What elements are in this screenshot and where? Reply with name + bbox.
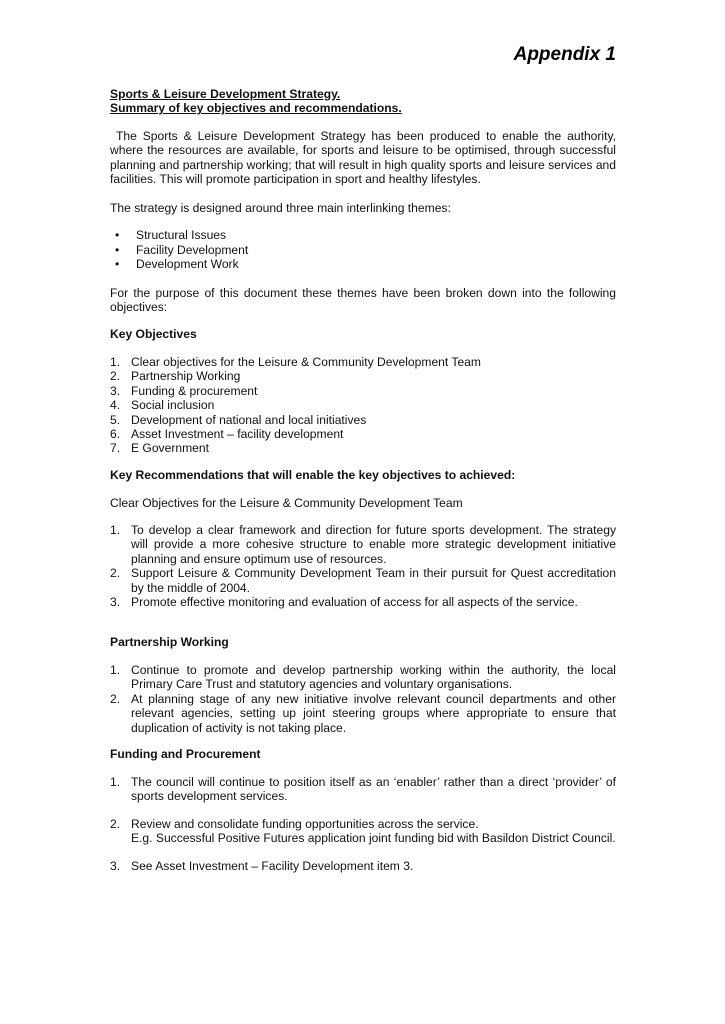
list-number: 1.: [110, 523, 121, 537]
list-number: 1.: [110, 355, 121, 369]
list-number: 2.: [110, 369, 121, 384]
document-title: [110, 87, 402, 116]
title-line-2: Summary of key objectives and recommendations.: [110, 101, 402, 116]
list-item: [110, 566, 616, 595]
list-item: [110, 427, 616, 441]
list-number: 2.: [110, 566, 121, 581]
list-text: Funding & procurement: [131, 383, 258, 398]
list-number: 4.: [110, 398, 121, 413]
subheading-text: Clear Objectives for the Leisure & Community Development Team: [110, 496, 463, 510]
list-item: [110, 355, 616, 369]
list-item: [110, 257, 616, 272]
list-text-example: E.g. Successful Positive Futures application joint funding bid with Basildon District Council.: [131, 831, 616, 846]
list-item: [110, 775, 616, 804]
clear-objectives-subheading: [110, 496, 616, 510]
list-text: See Asset Investment – Facility Development item 3.: [131, 858, 414, 873]
theme-text: Structural Issues: [136, 228, 227, 242]
list-text: Partnership Working: [131, 369, 241, 384]
key-recommendations-heading: Key Recommendations that will enable the key objectives to achieved:: [110, 468, 516, 482]
theme-text: Facility Development: [136, 242, 249, 257]
list-number: 5.: [110, 412, 121, 427]
list-text: Social inclusion: [131, 398, 215, 413]
list-item: [110, 595, 616, 609]
theme-text: Development Work: [136, 257, 239, 272]
intro-paragraph: [110, 129, 620, 187]
bullet-icon: •: [115, 257, 120, 272]
themes-list: [110, 228, 616, 272]
key-objectives-heading: Key Objectives: [110, 327, 197, 341]
list-item: [110, 369, 616, 383]
list-item: [110, 384, 616, 398]
list-item: [110, 817, 616, 846]
purpose-text: For the purpose of this document these themes have been broken down into the following objectives:: [110, 286, 616, 315]
list-number: 3.: [110, 383, 121, 398]
list-item: [110, 663, 616, 692]
funding-procurement-list: [110, 775, 616, 873]
list-number: 1.: [110, 663, 121, 677]
list-item: [110, 859, 616, 873]
list-text: E Government: [131, 441, 209, 456]
funding-procurement-heading: Funding and Procurement: [110, 747, 261, 761]
list-number: 1.: [110, 775, 121, 789]
list-text: Clear objectives for the Leisure & Community Development Team: [131, 355, 481, 369]
bullet-icon: •: [115, 228, 120, 242]
list-text: Continue to promote and develop partnership working within the authority, the local Primary Care Trust and statutory agencies and voluntary organisations.: [131, 663, 616, 692]
list-item: [110, 692, 616, 735]
list-item: [110, 398, 616, 412]
list-text: Asset Investment – facility development: [131, 427, 344, 442]
title-line-1: Sports & Leisure Development Strategy.: [110, 87, 341, 101]
list-item: [110, 523, 616, 566]
list-item: [110, 243, 616, 258]
list-number: 3.: [110, 595, 121, 610]
list-text: Review and consolidate funding opportunities across the service.: [131, 816, 479, 831]
themes-intro-text: The strategy is designed around three main interlinking themes:: [110, 201, 451, 215]
themes-intro: [110, 201, 616, 215]
list-number: 3.: [110, 858, 121, 873]
list-text: To develop a clear framework and direction for future sports development. The strategy will provide a more cohesive structure to enable more strategic development initiative planning and ensure optimum use of resources.: [131, 523, 616, 566]
list-text: The council will continue to position itself as an ‘enabler’ rather than a direct ‘provider’ of sports development services.: [131, 775, 616, 804]
appendix-label: Appendix 1: [513, 44, 616, 65]
list-number: 6.: [110, 427, 121, 442]
list-number: 2.: [110, 691, 121, 706]
list-item: [110, 441, 616, 455]
list-text: Promote effective monitoring and evaluation of access for all aspects of the service.: [131, 595, 578, 610]
list-item: [110, 228, 616, 243]
list-text: Development of national and local initiatives: [131, 412, 367, 427]
list-text: Support Leisure & Community Development Team in their pursuit for Quest accreditation by the middle of 2004.: [131, 566, 616, 595]
intro-text: The Sports & Leisure Development Strategy has been produced to enable the authority, where the resources are available, for sports and leisure to be optimised, through successful planning and partnership working; that will result in high quality sports and leisure services and facilities. This will promote participation in sport and healthy lifestyles.: [110, 129, 620, 187]
list-number: 2.: [110, 816, 121, 831]
key-objectives-list: [110, 355, 616, 456]
clear-objectives-list: [110, 523, 616, 609]
bullet-icon: •: [115, 242, 120, 257]
partnership-working-list: [110, 663, 616, 735]
list-number: 7.: [110, 441, 121, 456]
partnership-working-heading: Partnership Working: [110, 635, 229, 649]
list-text: At planning stage of any new initiative involve relevant council departments and other relevant agencies, setting up joint steering groups where appropriate to ensure that duplication of activity is not taking place.: [131, 691, 616, 735]
list-item: [110, 413, 616, 427]
purpose-paragraph: [110, 286, 616, 315]
